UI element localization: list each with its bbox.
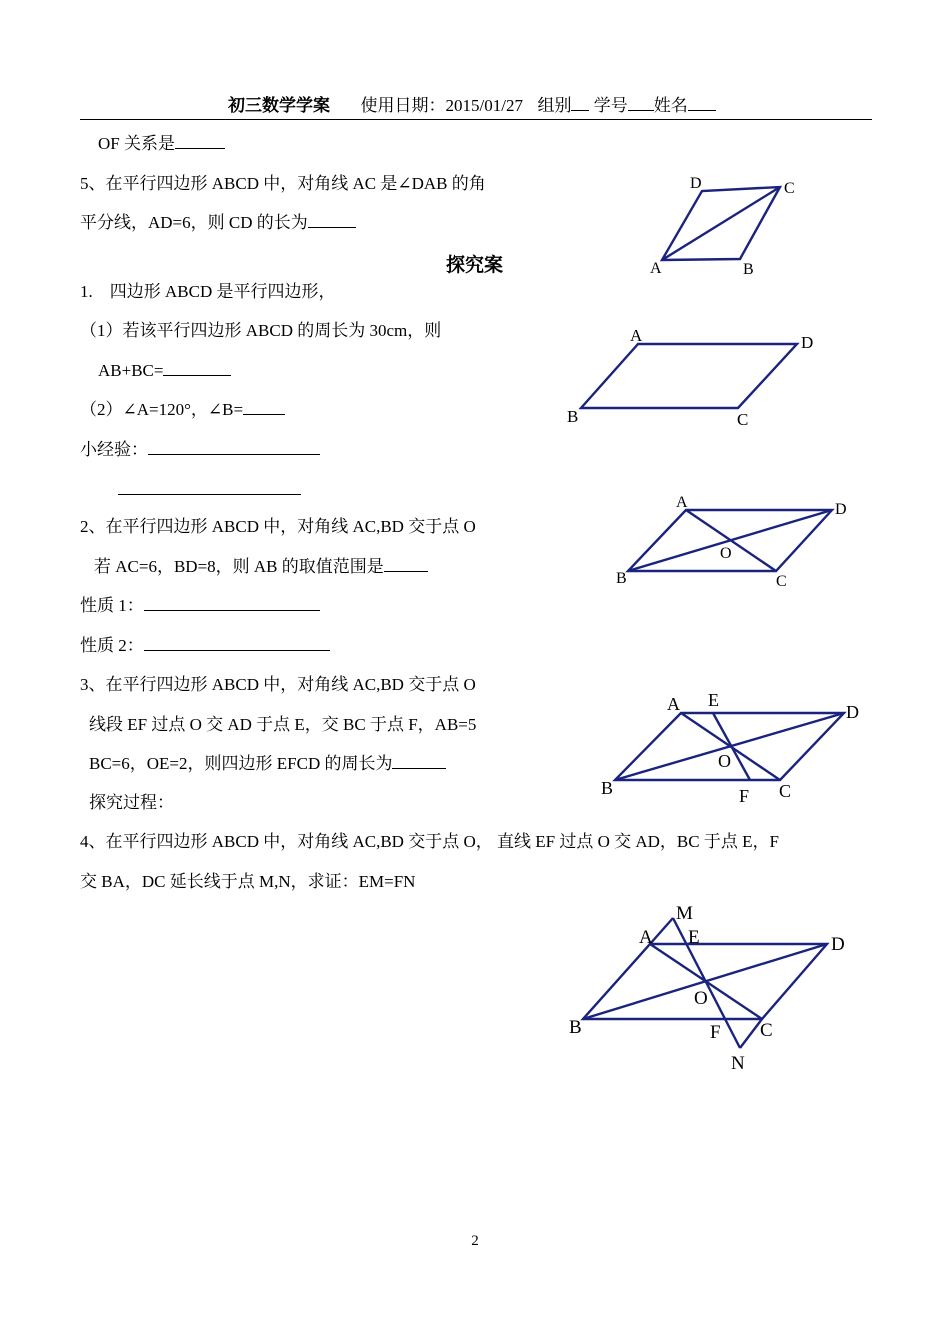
fig1-label-b: B bbox=[743, 261, 754, 278]
fig3-label-c: C bbox=[776, 573, 787, 590]
experience-label: 小经验： bbox=[80, 440, 148, 459]
fig4-label-o: O bbox=[718, 751, 731, 771]
fig5-label-o: O bbox=[694, 988, 708, 1009]
fig5-label-b: B bbox=[569, 1017, 582, 1038]
p1-1-line: （1）若该平行四边形 ABCD 的周长为 30cm，则 bbox=[80, 321, 442, 340]
fig5-label-m: M bbox=[676, 903, 693, 924]
fig5-line-mn bbox=[673, 918, 740, 1048]
p3-line-2: 线段 EF 过点 O 交 AD 于点 E，交 BC 于点 F，AB=5 bbox=[89, 715, 477, 734]
fig5-extension-dc bbox=[740, 1019, 762, 1048]
q5-text: 平分线，AD=6，则 CD 的长为 bbox=[80, 213, 308, 232]
fig2-label-a: A bbox=[630, 326, 643, 345]
p3-line-4: 探究过程： bbox=[89, 793, 174, 812]
p2-line-1: 2、在平行四边形 ABCD 中，对角线 AC,BD 交于点 O bbox=[80, 517, 476, 536]
header-date: 使用日期：2015/01/27 bbox=[360, 96, 523, 115]
header-id-label: 学号 bbox=[593, 96, 628, 115]
fig5-label-e: E bbox=[688, 927, 700, 948]
fig3-label-o: O bbox=[720, 545, 732, 562]
fig5-label-f: F bbox=[710, 1022, 721, 1043]
fig5-label-n: N bbox=[731, 1053, 745, 1074]
prop2-label: 性质 2： bbox=[80, 636, 144, 655]
fig4-label-c: C bbox=[779, 781, 792, 801]
p2-text: 若 AC=6，BD=8，则 AB 的取值范围是 bbox=[94, 557, 384, 576]
fig1-label-a: A bbox=[650, 260, 662, 277]
fig3-label-a: A bbox=[676, 494, 688, 511]
header-group-label: 组别 bbox=[537, 96, 572, 115]
fig3-label-b: B bbox=[616, 570, 627, 587]
fig1-label-c: C bbox=[784, 180, 795, 197]
p1-2-text: （2）∠A=120°，∠B= bbox=[80, 400, 244, 419]
fig4-label-f: F bbox=[739, 786, 750, 806]
fig4-label-e: E bbox=[708, 690, 719, 710]
prop1-label: 性质 1： bbox=[80, 596, 144, 615]
p1-line: 1. 四边形 ABCD 是平行四边形， bbox=[80, 282, 336, 301]
of-text: OF 关系是 bbox=[98, 134, 175, 153]
fig2-label-c: C bbox=[737, 410, 749, 429]
fig5-label-d: D bbox=[831, 934, 845, 955]
q5-line-1: 5、在平行四边形 ABCD 中，对角线 AC 是∠DAB 的角 bbox=[80, 174, 486, 193]
fig3-label-d: D bbox=[835, 501, 847, 518]
fig2-label-b: B bbox=[567, 407, 579, 426]
p4-line-1: 4、在平行四边形 ABCD 中，对角线 AC,BD 交于点 O， 直线 EF 过点 O 交 AD，BC 于点 E，F bbox=[80, 832, 779, 851]
fig2-label-d: D bbox=[801, 333, 814, 352]
header-title: 初三数学学案 bbox=[228, 96, 330, 115]
fig1-label-d: D bbox=[690, 175, 702, 192]
section-title: 探究案 bbox=[446, 255, 504, 276]
fig5-label-a: A bbox=[639, 927, 653, 948]
fig5-label-c: C bbox=[760, 1020, 773, 1041]
header-name-label: 姓名 bbox=[653, 96, 688, 115]
p1-1b-text: AB+BC= bbox=[98, 361, 164, 380]
page-number: 2 bbox=[471, 1233, 479, 1249]
p4-line-2: 交 BA，DC 延长线于点 M,N，求证：EM=FN bbox=[80, 872, 416, 891]
fig5-extension-ba bbox=[650, 918, 673, 944]
p3-line-1: 3、在平行四边形 ABCD 中，对角线 AC,BD 交于点 O bbox=[80, 675, 476, 694]
fig4-label-d: D bbox=[846, 702, 859, 722]
p3-text: BC=6，OE=2，则四边形 EFCD 的周长为 bbox=[89, 754, 393, 773]
fig4-label-b: B bbox=[601, 778, 614, 798]
fig4-label-a: A bbox=[667, 694, 680, 714]
